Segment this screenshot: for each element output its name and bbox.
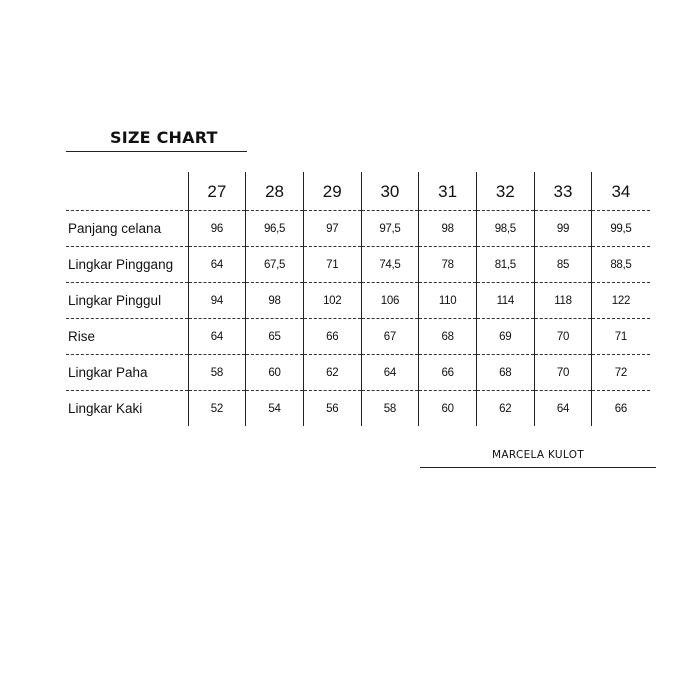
size-header-cell: 32	[476, 172, 534, 211]
table-cell: 98	[246, 283, 304, 319]
table-cell: 114	[476, 283, 534, 319]
table-cell: 97,5	[361, 211, 419, 247]
table-cell: 99	[534, 211, 592, 247]
table-cell: 99,5	[592, 211, 650, 247]
table-cell: 66	[303, 319, 361, 355]
table-row	[66, 355, 650, 391]
row-label: Lingkar Paha	[66, 355, 188, 391]
table-cell: 62	[476, 391, 534, 427]
table-cell: 118	[534, 283, 592, 319]
table-cell: 54	[246, 391, 304, 427]
table-cell: 69	[476, 319, 534, 355]
table-cell: 52	[188, 391, 246, 427]
table-cell: 56	[303, 391, 361, 427]
table-cell: 71	[303, 247, 361, 283]
table-cell: 66	[592, 391, 650, 427]
size-header-cell: 29	[303, 172, 361, 211]
size-chart-title: SIZE CHART	[110, 128, 218, 147]
brand-name: MARCELA KULOT	[492, 449, 584, 461]
table-cell: 70	[534, 355, 592, 391]
table-cell: 102	[303, 283, 361, 319]
table-row	[66, 247, 650, 283]
table-cell: 67,5	[246, 247, 304, 283]
table-cell: 64	[188, 319, 246, 355]
table-cell: 96,5	[246, 211, 304, 247]
table-cell: 94	[188, 283, 246, 319]
brand-underline	[420, 467, 656, 468]
table-cell: 72	[592, 355, 650, 391]
size-header-cell: 28	[246, 172, 304, 211]
size-header-cell: 27	[188, 172, 246, 211]
row-label: Lingkar Kaki	[68, 401, 143, 416]
row-label: Panjang celana	[66, 211, 188, 247]
size-header-cell: 30	[361, 172, 419, 211]
table-cell: 98	[419, 211, 477, 247]
table-cell: 71	[592, 319, 650, 355]
size-header-cell: 33	[534, 172, 592, 211]
table-cell: 96	[188, 211, 246, 247]
table-row	[66, 283, 650, 319]
table-cell: 85	[534, 247, 592, 283]
table-cell: 97	[303, 211, 361, 247]
table-cell: 68	[419, 319, 477, 355]
table-row	[66, 211, 650, 247]
title-underline	[66, 151, 247, 152]
table-cell: 65	[246, 319, 304, 355]
table-row	[66, 319, 650, 355]
table-cell: 58	[361, 391, 419, 427]
table-cell: 110	[419, 283, 477, 319]
table-cell: 98,5	[476, 211, 534, 247]
table-row	[66, 391, 650, 427]
table-cell: 58	[188, 355, 246, 391]
table-cell: 88,5	[592, 247, 650, 283]
row-label: Lingkar Pinggang	[66, 247, 188, 283]
table-cell: 67	[361, 319, 419, 355]
table-cell: 64	[361, 355, 419, 391]
table-cell: 78	[419, 247, 477, 283]
table-cell: 68	[476, 355, 534, 391]
size-header-cell: 31	[419, 172, 477, 211]
table-cell: 60	[246, 355, 304, 391]
table-cell: 64	[188, 247, 246, 283]
size-table	[66, 172, 650, 426]
table-cell: 122	[592, 283, 650, 319]
table-cell: 81,5	[476, 247, 534, 283]
row-label: Lingkar Pinggul	[66, 283, 188, 319]
table-cell: 74,5	[361, 247, 419, 283]
size-header-cell: 34	[592, 172, 650, 211]
header-corner-cell	[66, 172, 188, 211]
size-header-row	[66, 172, 650, 211]
table-cell: 62	[303, 355, 361, 391]
table-cell: 70	[534, 319, 592, 355]
row-label: Rise	[66, 319, 188, 355]
table-cell: 66	[419, 355, 477, 391]
table-cell: 60	[419, 391, 477, 427]
table-cell: 106	[361, 283, 419, 319]
table-cell: 64	[534, 391, 592, 427]
